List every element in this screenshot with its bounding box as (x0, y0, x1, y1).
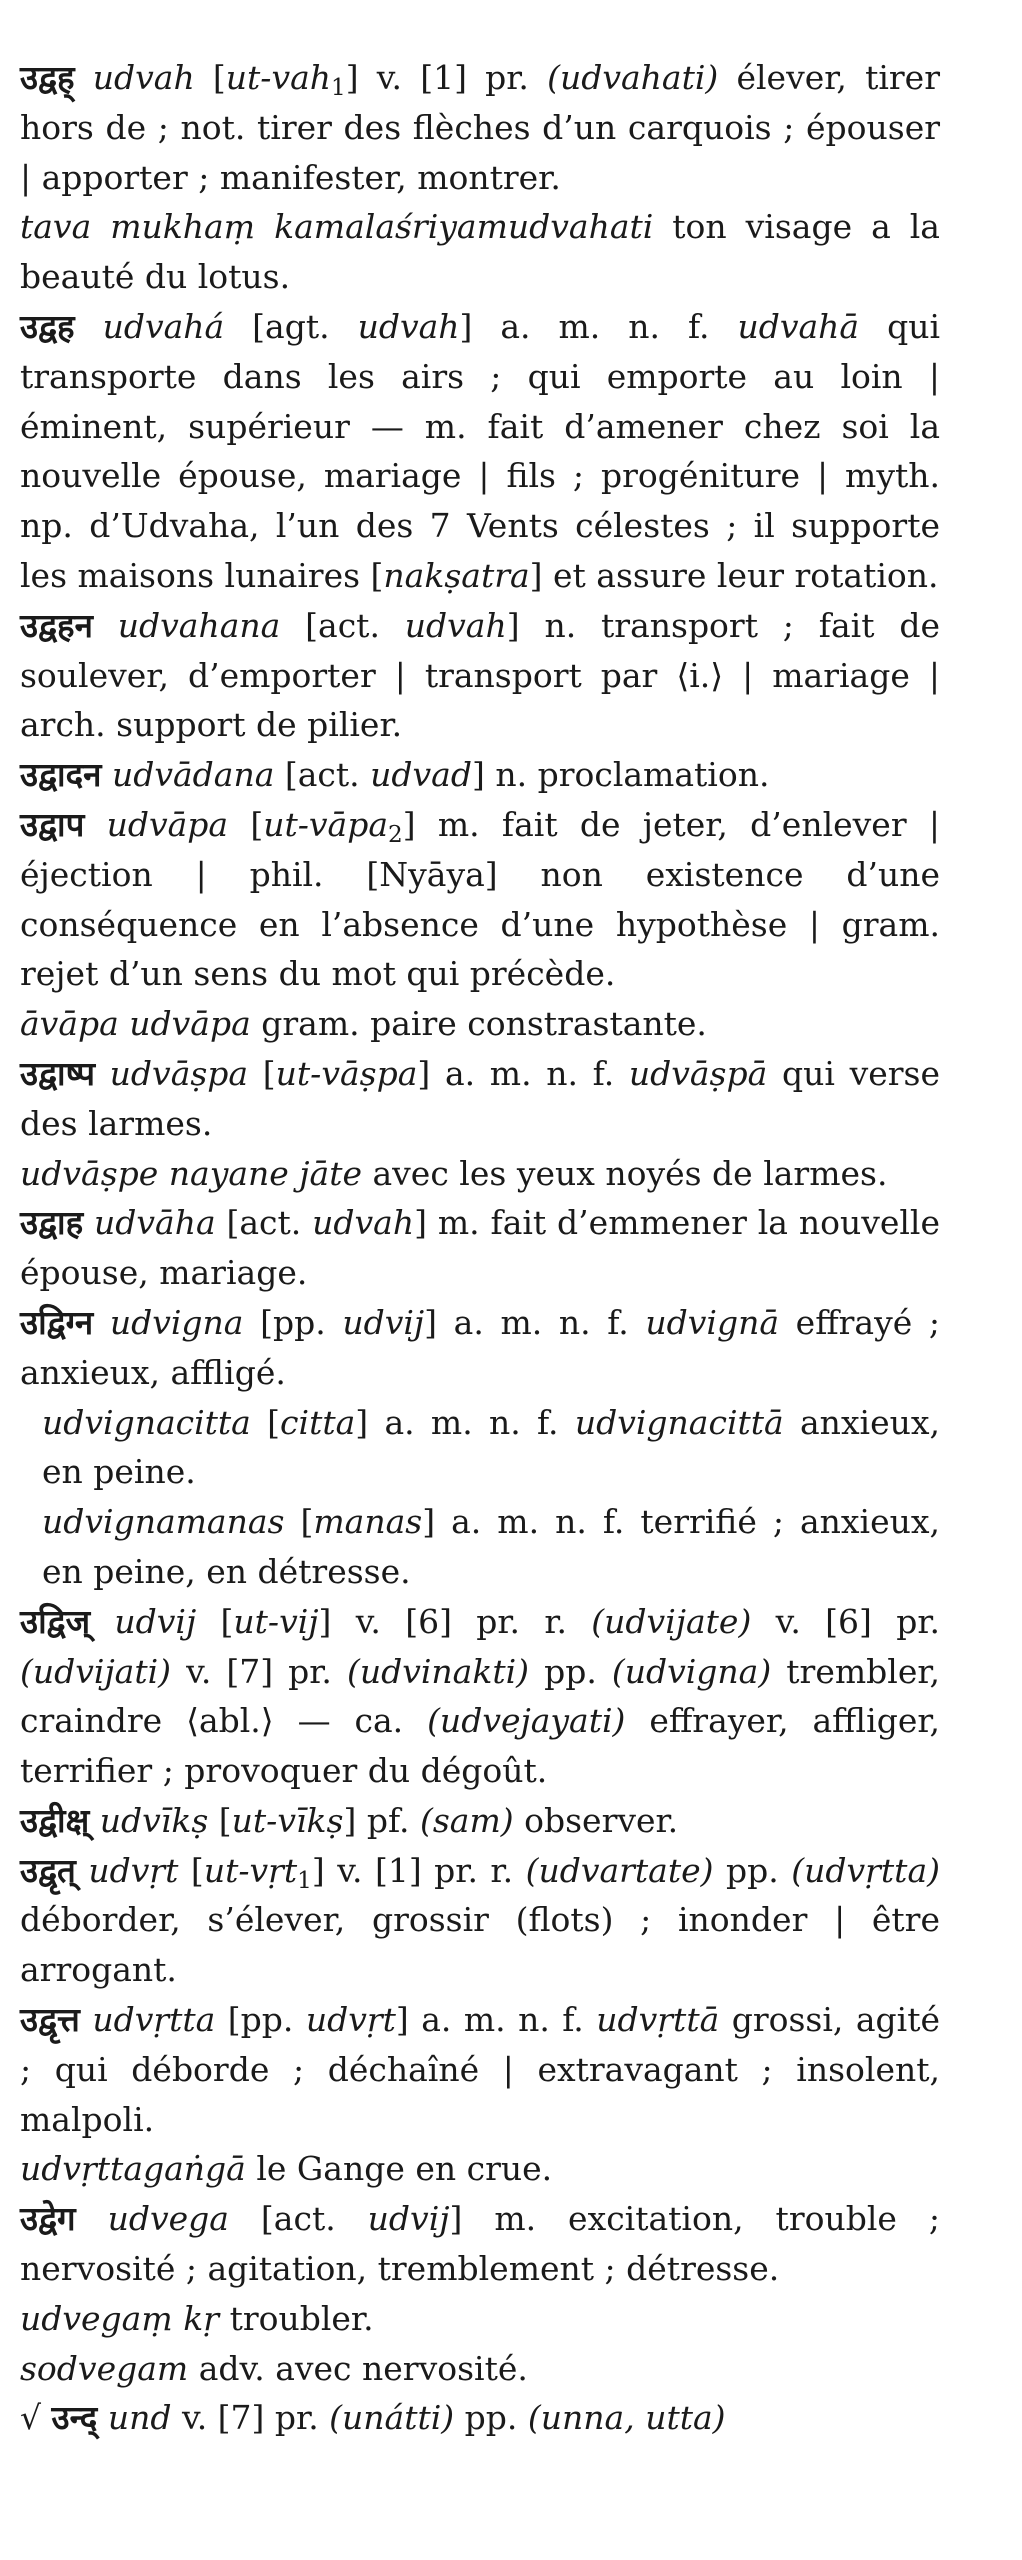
italic-text: (unátti) (329, 2398, 455, 2438)
dictionary-entry (20, 1846, 940, 1995)
dictionary-entry (20, 2344, 940, 2394)
entry-text: [ (250, 1402, 281, 1442)
entry-text (93, 606, 118, 645)
italic-text: udvad (370, 755, 472, 795)
dictionary-entry (20, 2144, 940, 2194)
italic-text: ut-vīkṣ (231, 1800, 344, 1840)
italic-text: udvignā (645, 1302, 780, 1342)
headword-devanagari: उद्वाप (20, 804, 85, 844)
headword-devanagari: उद्वादन (20, 755, 102, 795)
italic-text: udvahá (102, 306, 225, 346)
entry-text: [act. (215, 1203, 313, 1243)
entry-text: pp. (454, 2398, 528, 2438)
entry-text (89, 1801, 100, 1840)
entry-text (97, 2398, 108, 2437)
italic-text: ut-vāṣpa (275, 1053, 418, 1093)
italic-text: udvij (114, 1601, 197, 1641)
entry-text: [pp. (215, 2000, 306, 2040)
entry-text: effrayer, affliger, terrifier ; provoquer du dégoût. (20, 1701, 940, 1791)
italic-text: udvignamanas (42, 1502, 285, 1542)
entry-text: ] a. m. n. f. (424, 1302, 646, 1342)
entry-text: [act. (228, 2199, 368, 2239)
entry-text: ] a. m. n. f. (417, 1053, 629, 1093)
entry-text: [act. (280, 605, 405, 645)
dictionary-entry (20, 302, 940, 601)
italic-text: udvah (312, 1203, 415, 1243)
homonym-index: 1 (297, 1867, 312, 1894)
dictionary-entry (20, 601, 940, 750)
entry-text: pp. (713, 1850, 792, 1890)
entry-text: ] m. excitation, trouble ; nervosité ; agitation, tremblement ; détresse. (20, 2199, 940, 2289)
italic-text: udvṛt (305, 2000, 396, 2040)
entry-text: v. [6] pr. (751, 1601, 940, 1641)
entry-text (90, 1602, 114, 1641)
italic-text: ut-vāpa (263, 804, 389, 844)
italic-text: (udvijate) (591, 1601, 752, 1641)
entry-text: élever, tirer hors de ; not. tirer des flèches d’un carquois ; épouser | apporter ; manifester, montrer. (20, 58, 940, 197)
dictionary-entry (20, 2294, 940, 2344)
entry-text (101, 755, 112, 794)
headword-devanagari: उद्वेग (20, 2199, 76, 2239)
italic-text: udvāṣpā (628, 1053, 768, 1093)
italic-text: udvāṣpa (109, 1053, 249, 1093)
entry-text: ] et assure leur rotation. (529, 555, 939, 595)
headword-devanagari: उद्वह् (20, 58, 75, 97)
italic-text: udvṛttagaṅgā (20, 2149, 246, 2189)
italic-text: udvij (367, 2199, 450, 2239)
italic-text: (udvṛtta) (791, 1850, 940, 1890)
entry-text: [ (208, 1800, 232, 1840)
headword-devanagari: उद्वृत् (20, 1850, 76, 1890)
entry-text (75, 58, 93, 97)
italic-text: udvṛt (88, 1850, 179, 1890)
italic-text: tava mukhaṃ kamalaśriyamudvahati (20, 207, 654, 247)
italic-text: udvṛtta (92, 2000, 216, 2040)
entry-text: ] v. [1] pr. r. (311, 1850, 526, 1890)
italic-text: udvṛttā (596, 2000, 720, 2040)
headword-devanagari: उद्वह (20, 306, 75, 346)
italic-text: udvigna (109, 1302, 244, 1342)
italic-text: udvahana (117, 605, 281, 645)
italic-text: āvāpa udvāpa (20, 1004, 251, 1044)
entry-text: ] n. proclamation. (471, 755, 770, 795)
headword-devanagari: उद्विज् (20, 1601, 91, 1641)
italic-text: udvāṣpe nayane jāte (20, 1153, 362, 1193)
sub-entry (20, 1497, 940, 1597)
entry-text: [agt. (224, 306, 358, 346)
italic-text: udvignacittā (574, 1402, 784, 1442)
entry-text: ] v. [6] pr. r. (318, 1601, 592, 1641)
entry-text: [ (196, 1601, 234, 1641)
entry-text (83, 1203, 94, 1242)
italic-text: udvāha (94, 1203, 216, 1243)
italic-text: udvij (342, 1302, 425, 1342)
italic-text: (unna, utta) (527, 2398, 726, 2438)
entry-text: ton visage a la beauté du lotus. (20, 207, 940, 297)
entry-text: déborder, s’élever, grossir (flots) ; inonder | être arrogant. (20, 1900, 940, 1990)
dictionary-entry (20, 1049, 940, 1149)
entry-text: observer. (513, 1800, 679, 1840)
entry-text: [ (178, 1850, 204, 1890)
entry-text (76, 2199, 108, 2238)
entry-text: anxieux, en peine. (42, 1402, 940, 1492)
italic-text: ut-vah (225, 58, 332, 97)
dictionary-entry (20, 1995, 940, 2144)
italic-text: (udvinakti) (346, 1651, 530, 1691)
entry-text: le Gange en crue. (245, 2149, 553, 2189)
entry-text: avec les yeux noyés de larmes. (362, 1153, 888, 1193)
sub-entry (20, 1398, 940, 1498)
homonym-index: 1 (331, 74, 346, 101)
entry-text: [ (248, 1053, 276, 1093)
italic-text: udvādana (111, 755, 275, 795)
italic-text: udvah (404, 605, 507, 645)
entry-text (80, 2000, 92, 2039)
italic-text: und (107, 2398, 172, 2438)
entry-text: ] n. transport ; fait de soulever, d’emporter | transport par ⟨i.⟩ | mariage | arch. support de pilier. (20, 605, 940, 745)
italic-text: sodvegam (20, 2348, 189, 2388)
italic-text: citta (280, 1402, 356, 1442)
dictionary-entry (20, 2393, 940, 2443)
italic-text: udvīkṣ (99, 1800, 209, 1840)
dictionary-entry (20, 53, 940, 202)
italic-text: (udvigna) (611, 1651, 772, 1691)
entry-text: troubler. (219, 2298, 374, 2338)
headword-devanagari: उद्वाष्प (20, 1053, 95, 1093)
italic-text: ut-vij (233, 1601, 319, 1641)
italic-text: udvignacitta (42, 1402, 251, 1442)
headword-devanagari: उद्वीक्ष् (20, 1800, 90, 1840)
entry-text (95, 1054, 110, 1093)
entry-text: effrayé ; anxieux, affligé. (20, 1302, 941, 1392)
entry-text: [act. (274, 755, 371, 795)
entry-text: grossi, agité ; qui déborde ; déchaîné | extravagant ; insolent, malpoli. (20, 2000, 940, 2139)
dictionary-entry (20, 1298, 940, 1398)
italic-text: ut-vṛt (203, 1850, 298, 1890)
dictionary-entry (20, 2194, 940, 2294)
entry-text: ] a. m. n. f. (355, 1402, 575, 1442)
entry-text: ] a. m. n. f. (395, 2000, 597, 2040)
entry-text: qui verse des larmes. (20, 1053, 940, 1143)
dictionary-entry (20, 1198, 940, 1298)
dictionary-entry (20, 750, 940, 800)
entry-text: √ (20, 2398, 52, 2438)
italic-text: (udvejayati) (427, 1701, 626, 1741)
dictionary-entry (20, 1149, 940, 1199)
italic-text: udvah (357, 306, 460, 346)
entry-text: adv. avec nervosité. (188, 2348, 528, 2388)
entry-text: ] a. m. n. f. terrifié ; anxieux, en peine, en détresse. (42, 1502, 940, 1591)
italic-text: nakṣatra (383, 555, 530, 595)
entry-text: qui transporte dans les airs ; qui emporte au loin | éminent, supérieur — m. fait d’amener chez soi la nouvelle épouse, mariage | fils ; progéniture | myth. np. d’Udvaha, l’un des 7 Vents célestes ; il supporte les maisons lunaires [ (20, 306, 941, 595)
italic-text: (udvartate) (525, 1850, 714, 1890)
entry-text: pp. (529, 1651, 612, 1691)
headword-devanagari: उद्वाह (20, 1203, 84, 1243)
entry-text (76, 1851, 89, 1890)
entry-text (93, 1303, 110, 1342)
entry-text (84, 805, 106, 844)
entry-text: v. [7] pr. (171, 1651, 347, 1691)
entry-text: ] a. m. n. f. (459, 306, 738, 346)
entry-text: [ (284, 1502, 314, 1542)
entry-text: gram. paire constrastante. (250, 1004, 707, 1044)
headword-devanagari: उद्वृत्त (20, 2000, 80, 2040)
entry-text: ] v. [1] pr. (345, 58, 548, 97)
italic-text: udvāpa (106, 804, 229, 844)
entry-text: v. [7] pr. (171, 2398, 330, 2438)
entry-text: ] m. fait de jeter, d’enlever | éjection | phil. [Nyāya] non existence d’une conséquence en l’absence d’une hypothèse | gram. rejet d’un sens du mot qui précède. (20, 804, 940, 994)
entry-text (75, 307, 103, 346)
dictionary-entry (20, 202, 940, 302)
italic-text: manas (313, 1502, 423, 1542)
entry-text: trembler, craindre ⟨abl.⟩ — ca. (20, 1651, 940, 1741)
entry-text: ] pf. (343, 1800, 420, 1840)
italic-text: (udvijati) (20, 1651, 172, 1691)
italic-text: udvahā (737, 306, 860, 346)
italic-text: (sam) (419, 1800, 514, 1840)
dictionary-entry (20, 1796, 940, 1846)
entry-text: [pp. (243, 1302, 343, 1342)
italic-text: udvega (107, 2199, 229, 2239)
entry-text: [ (194, 58, 226, 97)
headword-devanagari: उद्विग्न (20, 1302, 94, 1342)
italic-text: udvah (92, 58, 195, 97)
dictionary-entry (20, 800, 940, 999)
italic-text: (udvahati) (547, 58, 719, 97)
dictionary-entry (20, 999, 940, 1049)
entry-text: [ (228, 804, 264, 844)
entry-text: ] m. fait d’emmener la nouvelle épouse, mariage. (20, 1203, 941, 1293)
italic-text: udvegaṃ kṛ (20, 2298, 220, 2338)
headword-devanagari: उन्द् (51, 2398, 98, 2438)
dictionary-entry (20, 1597, 940, 1796)
homonym-index: 2 (388, 821, 403, 848)
headword-devanagari: उद्वहन (20, 605, 93, 645)
